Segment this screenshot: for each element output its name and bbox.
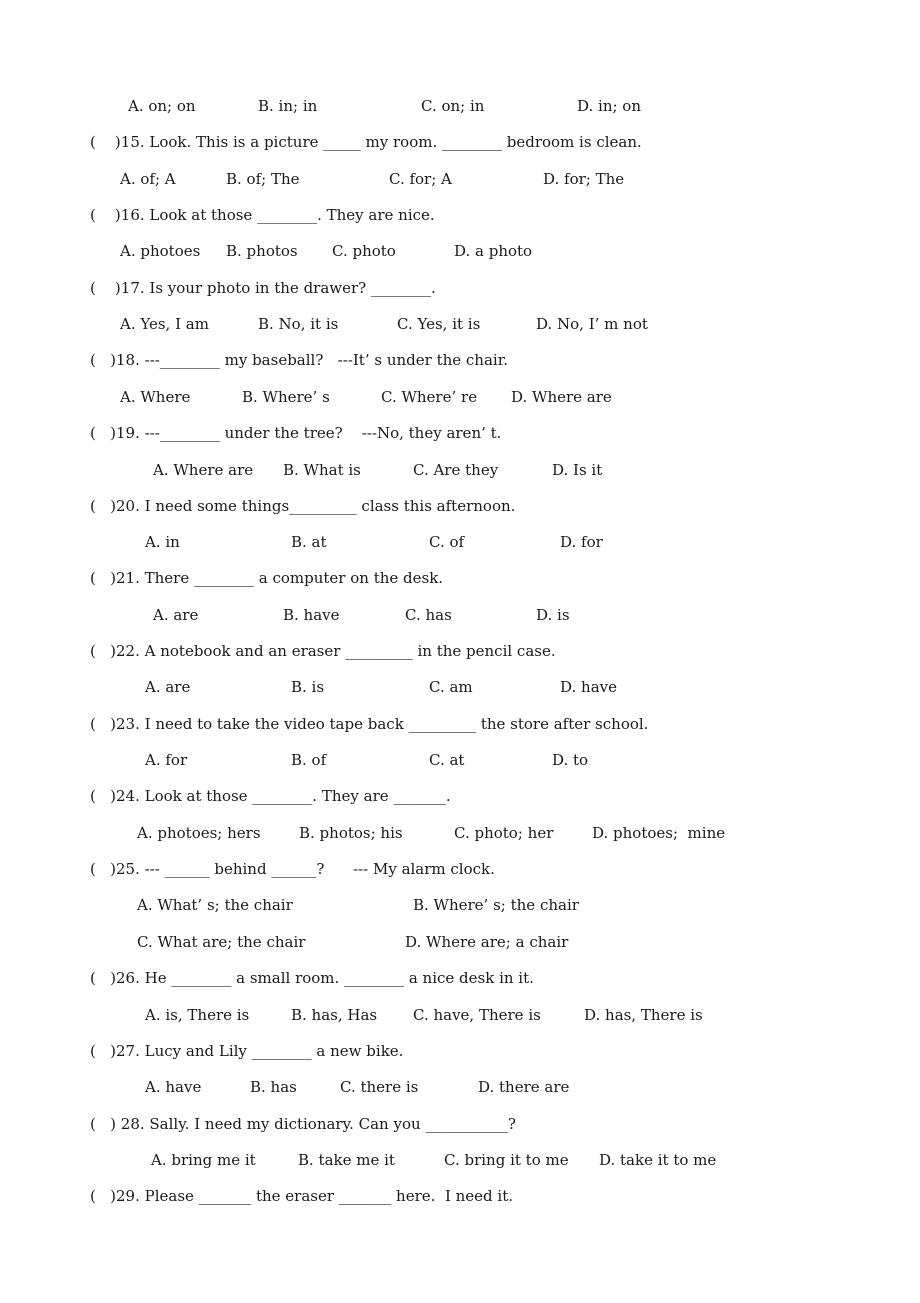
option-c: C. Where’ re xyxy=(381,388,478,406)
options-row-25b xyxy=(0,932,569,952)
option-d: D. there are xyxy=(478,1078,570,1096)
question-16: ( )16. Look at those ________. They are nice. xyxy=(90,206,435,224)
question-17: ( )17. Is your photo in the drawer? ________. xyxy=(90,279,436,297)
question-22: ( )22. A notebook and an eraser _________ in the pencil case. xyxy=(90,642,556,660)
option-a: A. on; on xyxy=(128,97,196,115)
option-a: A. are xyxy=(145,678,191,696)
option-c: C. for; A xyxy=(389,170,452,188)
question-20: ( )20. I need some things_________ class this afternoon. xyxy=(90,497,516,515)
option-b: B. Where’ s; the chair xyxy=(413,896,579,914)
option-d: D. have xyxy=(560,678,617,696)
option-d: D. for; The xyxy=(543,170,625,188)
options-row-27 xyxy=(0,1077,570,1097)
question-29: ( )29. Please _______ the eraser _______ here. I need it. xyxy=(90,1187,514,1205)
options-row-17 xyxy=(0,314,648,334)
option-a: A. photoes xyxy=(120,242,201,260)
question-25: ( )25. --- ______ behind ______? --- My alarm clock. xyxy=(90,860,495,878)
question-18: ( )18. ---________ my baseball? ---It’ s under the chair. xyxy=(90,351,509,369)
option-a: A. Yes, I am xyxy=(120,315,209,333)
option-a: A. photoes; hers xyxy=(137,824,261,842)
question-19: ( )19. ---________ under the tree? ---No, they aren’ t. xyxy=(90,424,502,442)
options-row-14 xyxy=(0,96,641,116)
option-b: B. of; The xyxy=(226,170,300,188)
option-c: C. of xyxy=(429,533,465,551)
option-c: C. has xyxy=(405,606,452,624)
option-d: D. to xyxy=(552,751,589,769)
option-a: A. Where are xyxy=(153,461,254,479)
question-15: ( )15. Look. This is a picture _____ my room. ________ bedroom is clean. xyxy=(90,133,642,151)
option-c: C. on; in xyxy=(421,97,485,115)
option-c: C. am xyxy=(429,678,473,696)
option-b: B. of xyxy=(291,751,327,769)
option-d: D. in; on xyxy=(577,97,641,115)
question-24: ( )24. Look at those ________. They are _______. xyxy=(90,787,451,805)
options-row-21 xyxy=(0,605,570,625)
option-c: C. photo xyxy=(332,242,396,260)
option-b: B. Where’ s xyxy=(242,388,330,406)
options-row-18 xyxy=(0,387,612,407)
options-row-19 xyxy=(0,460,603,480)
option-a: A. for xyxy=(145,751,188,769)
question-28: ( ) 28. Sally. I need my dictionary. Can you ___________? xyxy=(90,1115,516,1133)
options-row-22 xyxy=(0,677,617,697)
options-row-28 xyxy=(0,1150,717,1170)
options-row-25a xyxy=(0,895,579,915)
option-c: C. have, There is xyxy=(413,1006,541,1024)
option-a: A. in xyxy=(145,533,180,551)
option-b: B. What is xyxy=(283,461,361,479)
question-21: ( )21. There ________ a computer on the desk. xyxy=(90,569,444,587)
option-a: A. are xyxy=(153,606,199,624)
option-b: B. No, it is xyxy=(258,315,339,333)
option-c: C. there is xyxy=(340,1078,419,1096)
option-d: D. photoes; mine xyxy=(592,824,726,842)
option-d: D. Where are xyxy=(511,388,612,406)
option-b: B. has, Has xyxy=(291,1006,378,1024)
option-a: A. is, There is xyxy=(145,1006,250,1024)
option-c: C. Are they xyxy=(413,461,499,479)
option-a: A. have xyxy=(145,1078,202,1096)
option-b: B. at xyxy=(291,533,327,551)
question-26: ( )26. He ________ a small room. ________ a nice desk in it. xyxy=(90,969,534,987)
option-d: D. No, I’ m not xyxy=(536,315,648,333)
option-b: B. has xyxy=(250,1078,297,1096)
options-row-26 xyxy=(0,1005,703,1025)
option-c: C. What are; the chair xyxy=(137,933,306,951)
question-23: ( )23. I need to take the video tape back _________ the store after school. xyxy=(90,715,649,733)
option-d: D. has, There is xyxy=(584,1006,703,1024)
option-c: C. at xyxy=(429,751,465,769)
option-c: C. photo; her xyxy=(454,824,554,842)
option-b: B. photos xyxy=(226,242,298,260)
option-d: D. for xyxy=(560,533,603,551)
option-a: A. bring me it xyxy=(151,1151,256,1169)
option-d: D. Is it xyxy=(552,461,603,479)
option-c: C. Yes, it is xyxy=(397,315,481,333)
option-d: D. Where are; a chair xyxy=(405,933,569,951)
option-a: A. What’ s; the chair xyxy=(137,896,293,914)
option-b: B. is xyxy=(291,678,325,696)
option-a: A. of; A xyxy=(120,170,176,188)
options-row-20 xyxy=(0,532,603,552)
option-d: D. take it to me xyxy=(599,1151,717,1169)
question-27: ( )27. Lucy and Lily ________ a new bike. xyxy=(90,1042,404,1060)
options-row-15 xyxy=(0,169,625,189)
options-row-16 xyxy=(0,241,533,261)
option-b: B. photos; his xyxy=(299,824,403,842)
option-b: B. take me it xyxy=(298,1151,395,1169)
option-b: B. in; in xyxy=(258,97,318,115)
option-d: D. a photo xyxy=(454,242,533,260)
option-c: C. bring it to me xyxy=(444,1151,569,1169)
options-row-24 xyxy=(0,823,726,843)
option-b: B. have xyxy=(283,606,340,624)
option-d: D. is xyxy=(536,606,570,624)
options-row-23 xyxy=(0,750,589,770)
option-a: A. Where xyxy=(120,388,191,406)
